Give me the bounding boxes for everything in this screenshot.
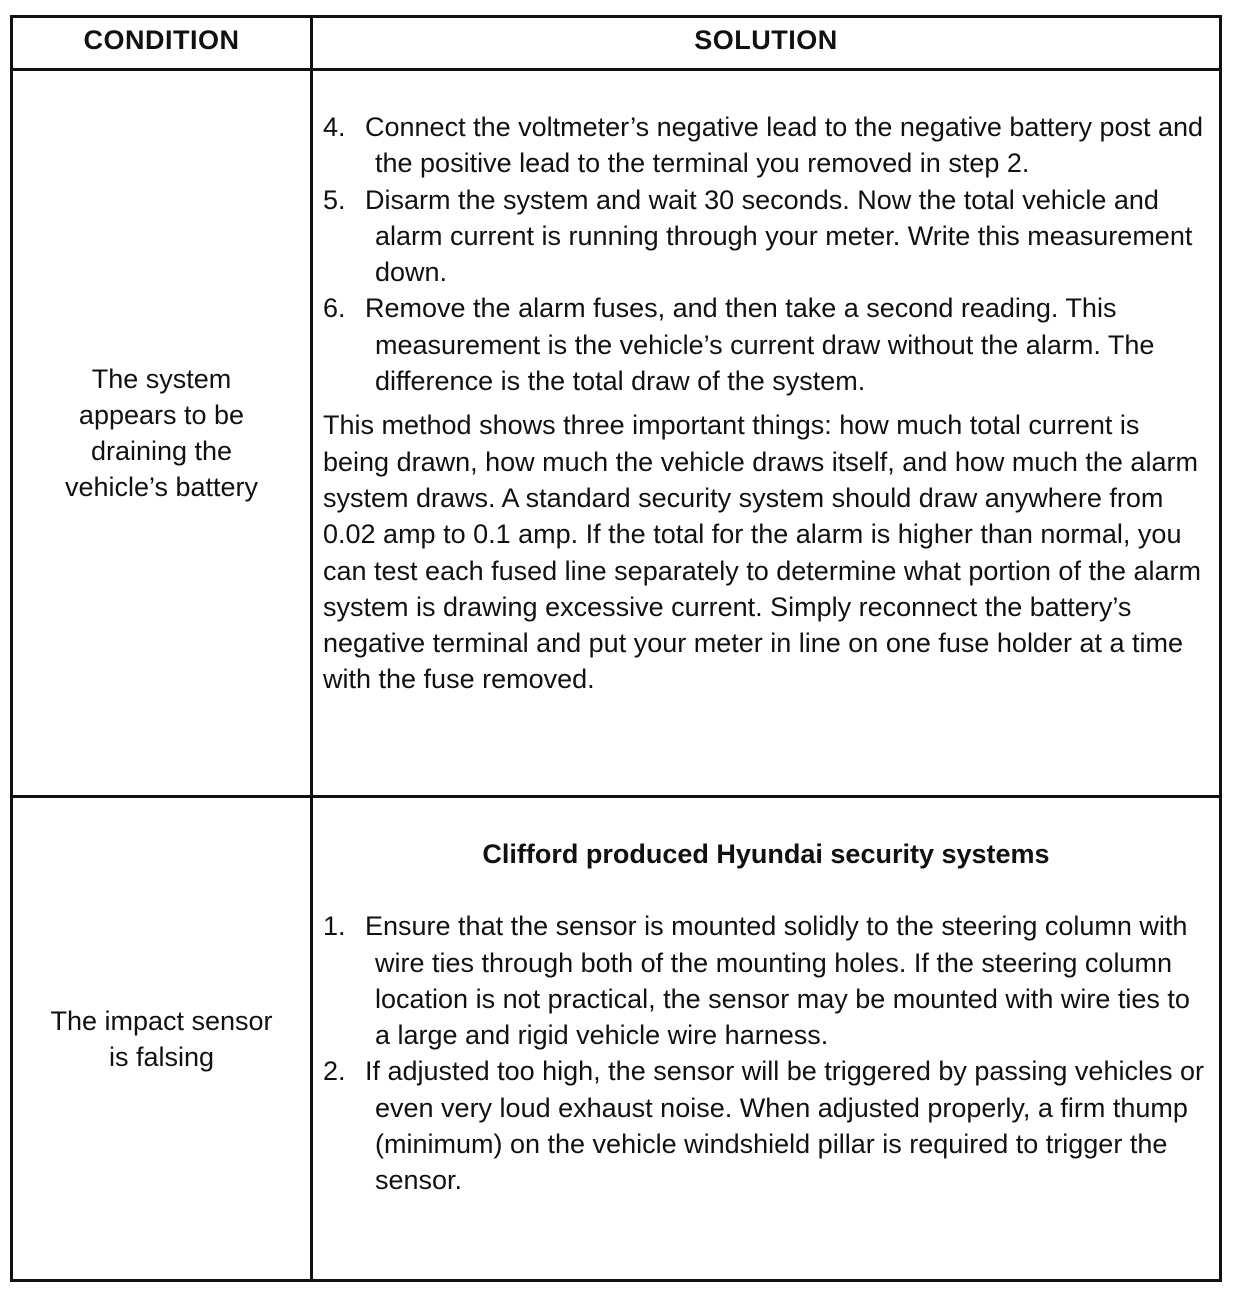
list-item	[323, 908, 1209, 1053]
list-item	[323, 182, 1209, 291]
step-text: Ensure that the sensor is mounted solidly to the steering column with wire ties through both of the mounting holes. If the steering column location is not practical, the sensor may be mounted with wire ties to a large and rigid vehicle wire harness.	[365, 911, 1190, 1051]
explanation-paragraph: This method shows three important things: how much total current is being drawn, how much the vehicle draws itself, and how much the alarm system draws. A standard security system should draw anywhere from 0.02 amp to 0.1 amp. If the total for the alarm is higher than normal, you can test each fused line separately to determine what portion of the alarm system is drawing excessive current. Simply reconnect the battery’s negative terminal and put your meter in line on one fuse holder at a time with the fuse removed.	[323, 410, 1202, 695]
step-text: Disarm the system and wait 30 seconds. Now the total vehicle and alarm current is running through your meter. Write this measurement down.	[365, 184, 1193, 288]
step-number: 5.	[323, 184, 346, 215]
step-number: 1.	[323, 911, 346, 942]
condition-cell-battery-drain	[13, 71, 310, 795]
solution-cell-battery-drain	[323, 109, 1209, 698]
solution-cell-impact-sensor	[323, 836, 1209, 1199]
solution-header: SOLUTION	[694, 25, 838, 55]
condition-header: CONDITION	[83, 25, 240, 55]
section-subheading: Clifford produced Hyundai security systems	[482, 839, 1050, 869]
step-text: If adjusted too high, the sensor will be triggered by passing vehicles or even very loud exhaust noise. When adjusted properly, a firm thump (minimum) on the vehicle windshield pillar is required to trigger the sensor.	[365, 1056, 1204, 1196]
condition-line: vehicle’s battery	[64, 472, 259, 502]
step-number: 6.	[323, 293, 346, 324]
list-item	[323, 109, 1209, 182]
solution-steps	[323, 109, 1209, 399]
condition-line: The system	[91, 364, 232, 394]
list-item	[323, 290, 1209, 399]
step-number: 4.	[323, 112, 346, 142]
step-text: Remove the alarm fuses, and then take a second reading. This measurement is the vehicle’s current draw without the alarm. The difference is the total draw of the system.	[365, 293, 1155, 397]
troubleshooting-table	[10, 15, 1222, 1282]
list-item	[323, 1053, 1209, 1198]
column-divider	[310, 18, 313, 1279]
condition-cell-impact-sensor	[13, 798, 310, 1279]
step-text: Connect the voltmeter’s negative lead to the negative battery post and the positive lead to the terminal you removed in step 2.	[365, 112, 1204, 179]
condition-line: is falsing	[108, 1041, 215, 1072]
solution-steps	[323, 908, 1209, 1198]
condition-line: appears to be	[78, 400, 245, 430]
condition-line: draining the	[90, 436, 233, 466]
condition-line: The impact sensor	[50, 1005, 273, 1036]
step-number: 2.	[323, 1056, 346, 1087]
